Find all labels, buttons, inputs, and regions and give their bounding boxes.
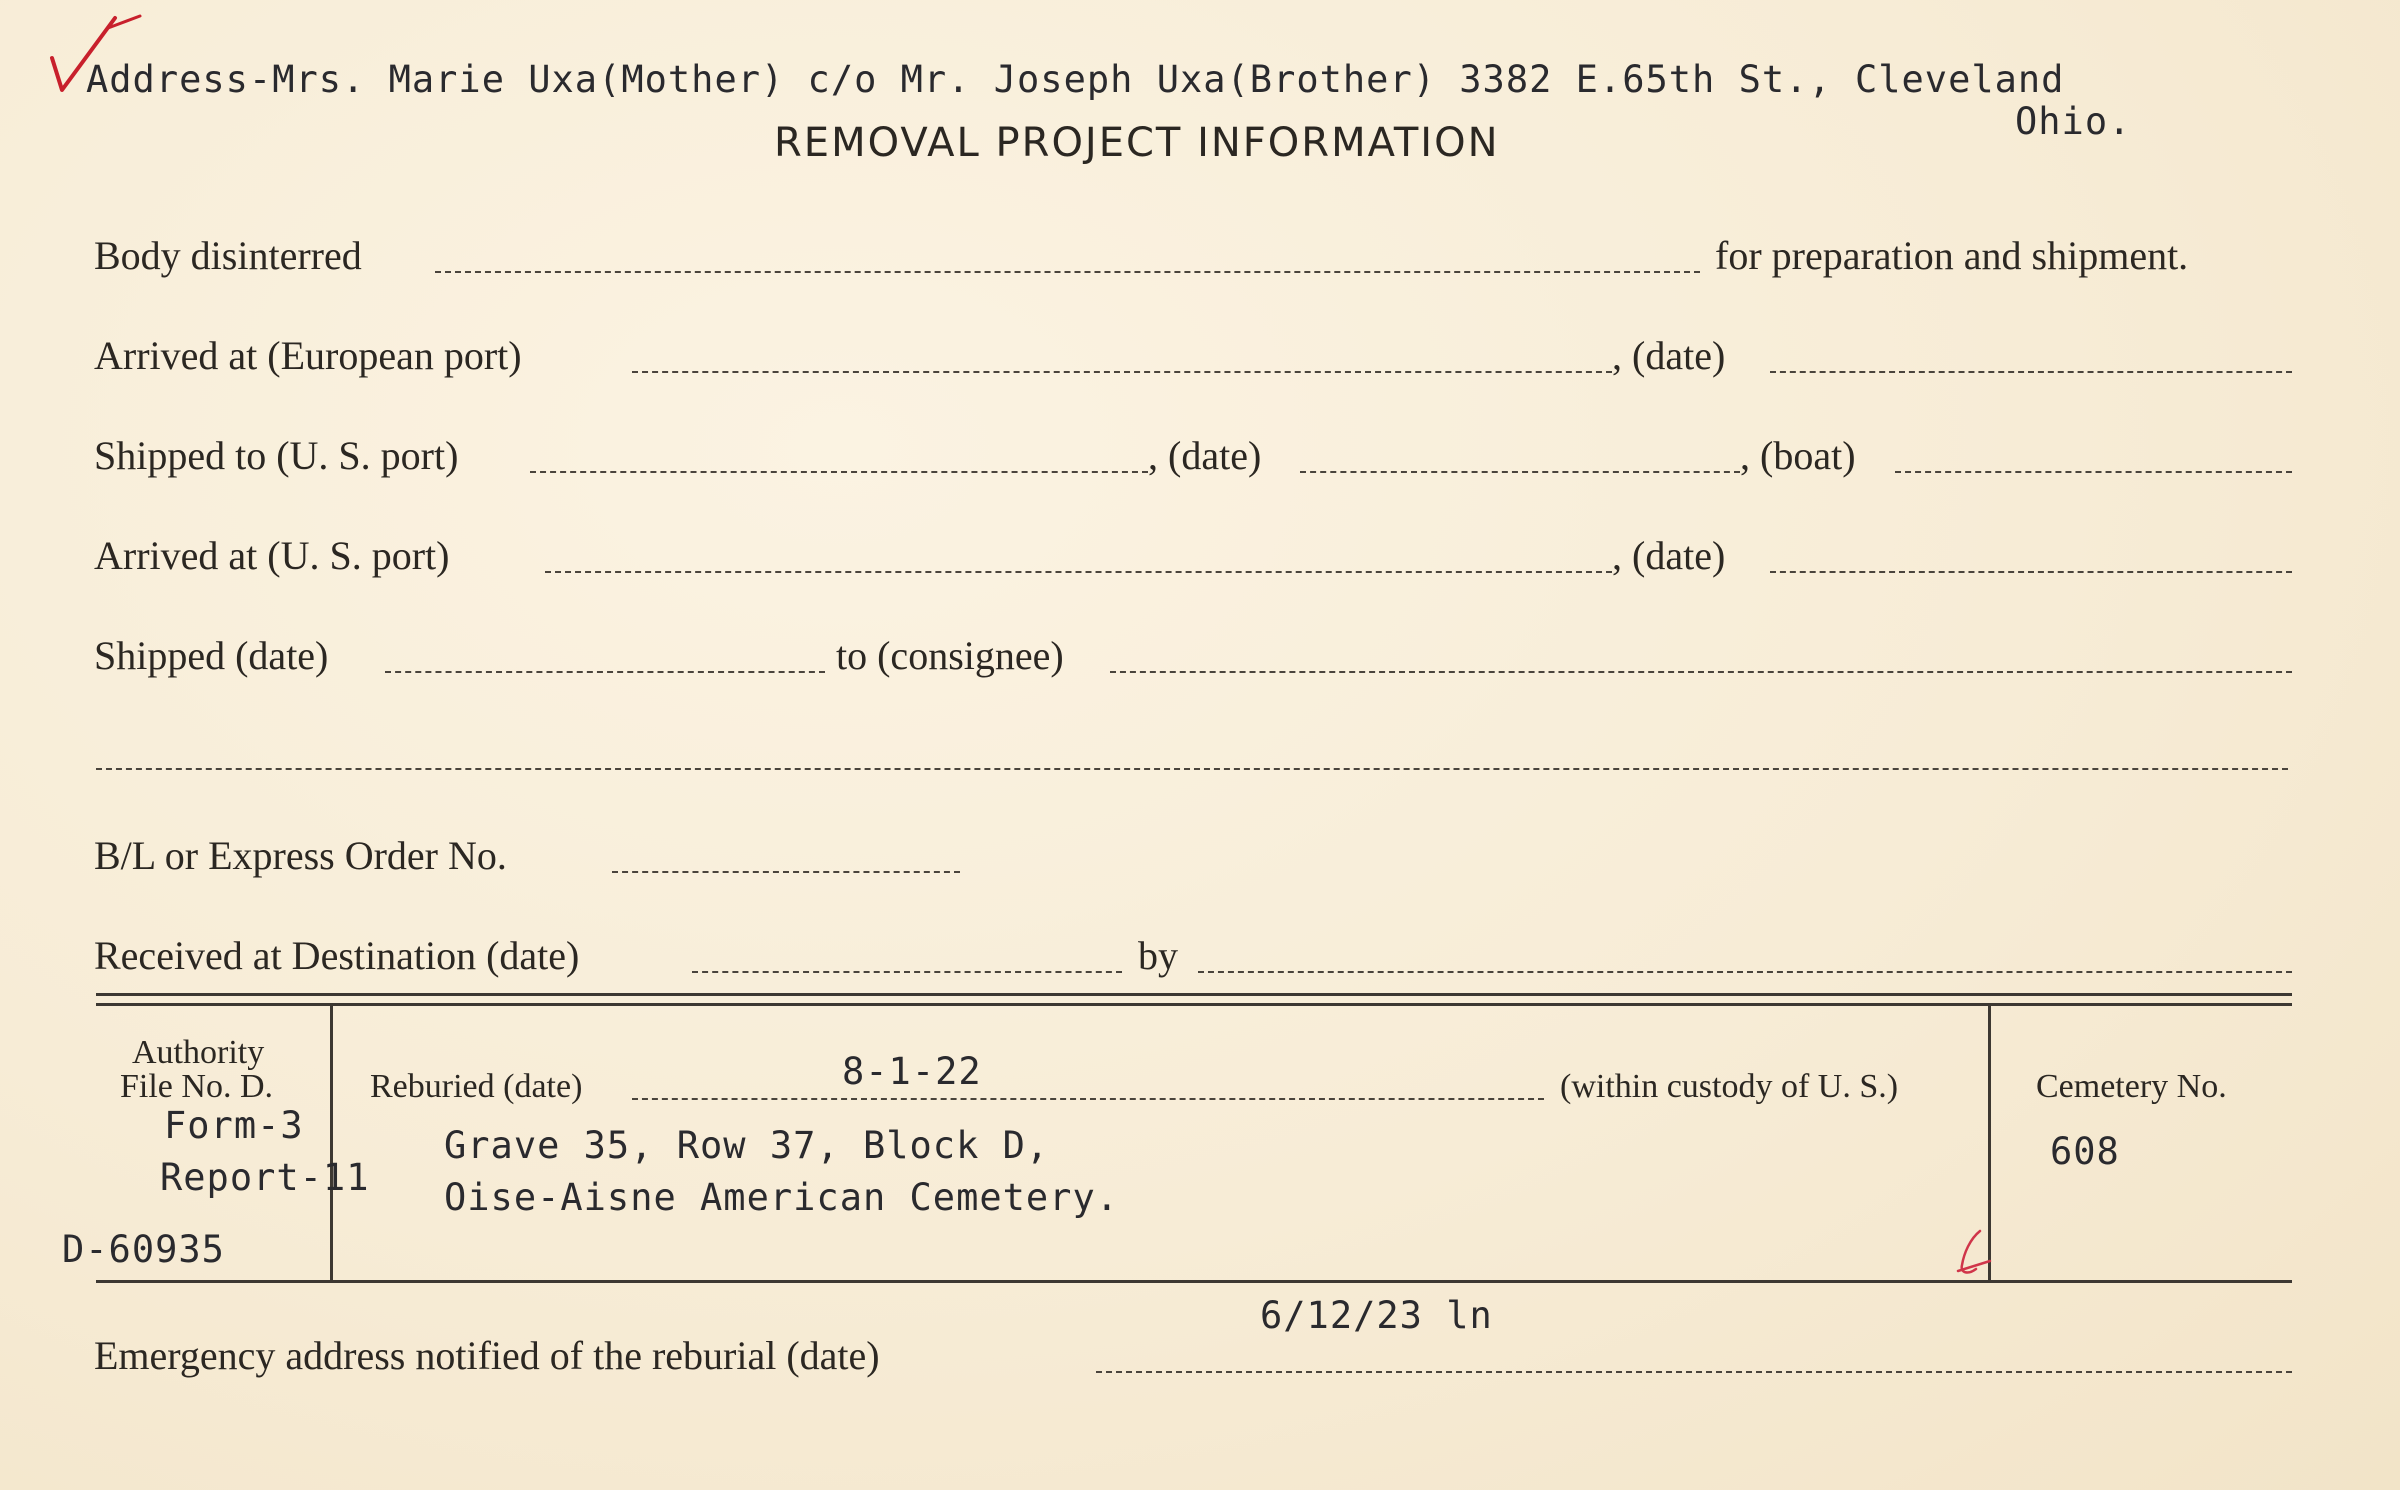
shipped-us-boat-label: , (boat) [1740, 433, 1856, 478]
custody-label: (within custody of U. S.) [1560, 1068, 1899, 1105]
arrived-us-date-label: , (date) [1612, 533, 1726, 578]
shipped-us-date-label: , (date) [1148, 433, 1262, 478]
section-rule-bottom [96, 1003, 2292, 1006]
emergency-date-line [1096, 1371, 2292, 1373]
arrived-european-label: Arrived at (European port) [94, 333, 522, 378]
emergency-label: Emergency address notified of the reburial (date) [94, 1333, 880, 1378]
form-number: Form-3 [164, 1104, 304, 1147]
arrived-us-date-line [1770, 571, 2292, 573]
section-rule-top [96, 993, 2292, 996]
cemetery-no-label: Cemetery No. [2036, 1068, 2227, 1105]
authority-divider [330, 1005, 333, 1280]
authority-label: Authority [132, 1034, 265, 1071]
received-by-label: by [1138, 933, 1178, 978]
report-number: Report-11 [160, 1156, 370, 1199]
received-destination-line [692, 971, 1122, 973]
arrived-european-line [632, 371, 1612, 373]
shipped-us-line [530, 471, 1148, 473]
consignee-line [1110, 671, 2292, 673]
cemetery-number: 608 [2050, 1130, 2120, 1173]
emergency-date-value: 6/12/23 ln [1260, 1294, 1493, 1337]
received-by-line [1198, 971, 2292, 973]
bl-order-line [612, 871, 960, 873]
file-number: D-60935 [62, 1228, 225, 1271]
body-disinterred-line [435, 271, 1700, 273]
shipped-us-label: Shipped to (U. S. port) [94, 433, 459, 478]
address-line: Address-Mrs. Marie Uxa(Mother) c/o Mr. Joseph Uxa(Brother) 3382 E.65th St., Cleveland [86, 58, 2065, 101]
shipped-us-date-line [1300, 471, 1740, 473]
address-city-line: Ohio. [2015, 100, 2132, 143]
emergency-rule [96, 1280, 2292, 1283]
reburied-date-label: Reburied (date) [370, 1068, 583, 1105]
reburied-date-line [632, 1098, 1544, 1100]
shipped-date-line [385, 671, 825, 673]
shipped-date-label: Shipped (date) [94, 633, 329, 678]
consignee-label: to (consignee) [836, 633, 1064, 678]
file-no-label: File No. D. [120, 1068, 273, 1105]
grave-location: Grave 35, Row 37, Block D, [444, 1124, 1050, 1167]
body-disinterred-suffix: for preparation and shipment. [1715, 233, 2189, 278]
arrived-us-label: Arrived at (U. S. port) [94, 533, 450, 578]
form-title: REMOVAL PROJECT INFORMATION [774, 120, 1500, 166]
arrived-european-date-label: , (date) [1612, 333, 1726, 378]
arrived-european-date-line [1770, 371, 2292, 373]
bl-order-label: B/L or Express Order No. [94, 833, 507, 878]
cemetery-name: Oise-Aisne American Cemetery. [444, 1176, 1120, 1219]
body-disinterred-label: Body disinterred [94, 233, 362, 278]
shipped-us-boat-line [1895, 471, 2292, 473]
consignee-continuation-line [96, 768, 2288, 770]
received-destination-label: Received at Destination (date) [94, 933, 580, 978]
reburied-date-value: 8-1-22 [842, 1050, 982, 1093]
arrived-us-line [545, 571, 1612, 573]
red-initial-mark-icon [1950, 1225, 2000, 1280]
